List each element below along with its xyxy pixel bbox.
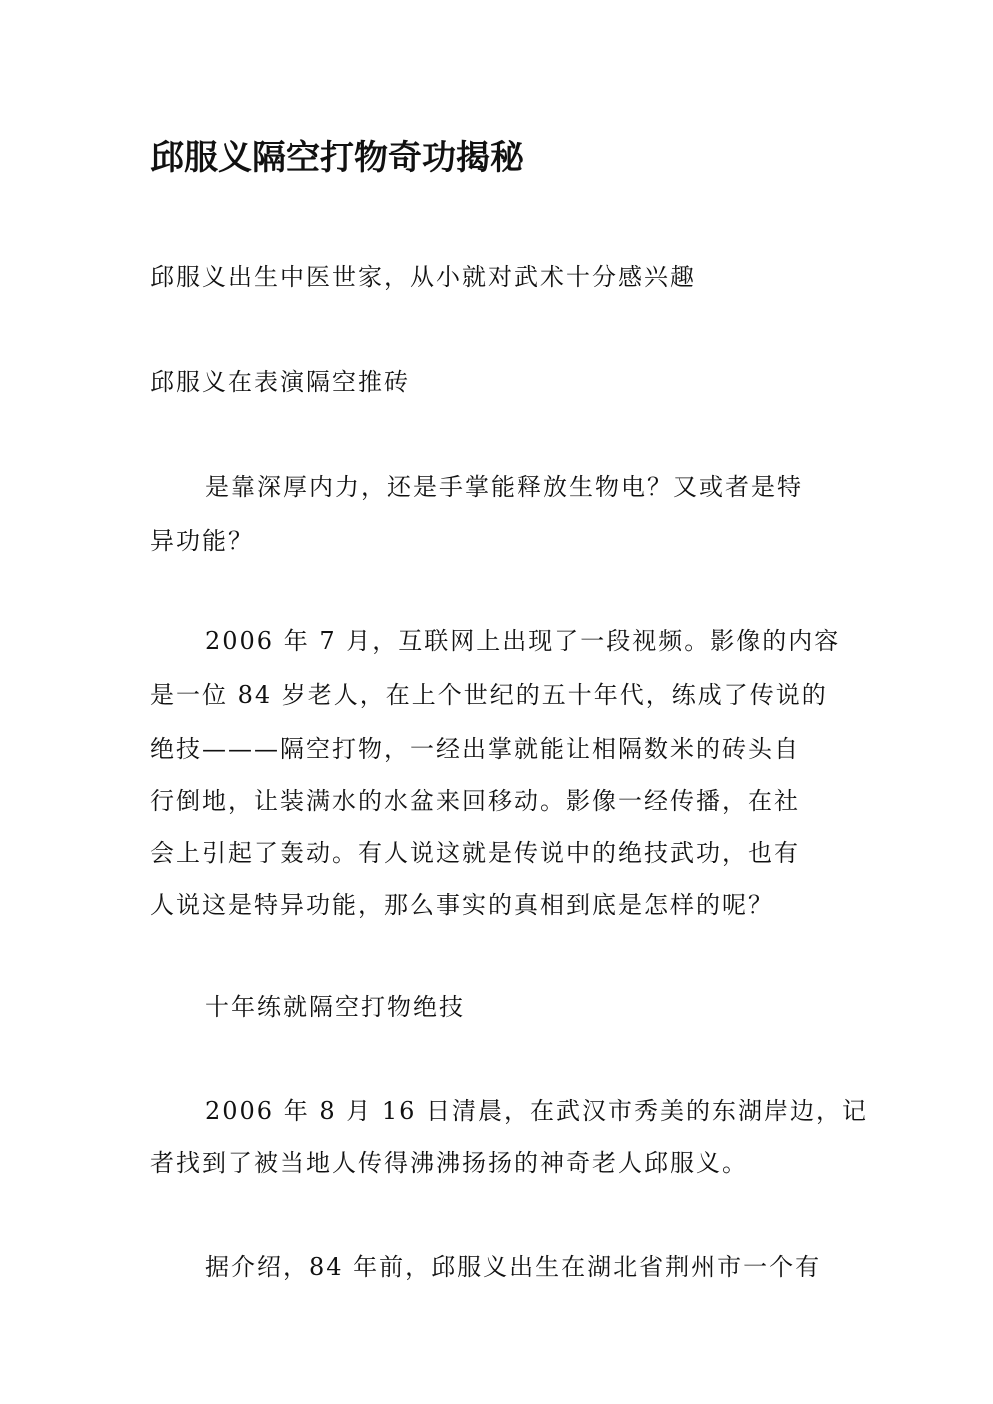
paragraph-1-line-1: 是靠深厚内力，还是手掌能释放生物电？又或者是特 — [205, 473, 803, 501]
paragraph-1-line-2: 异功能？ — [150, 527, 254, 555]
paragraph-2-line-2: 是一位 84 岁老人，在上个世纪的五十年代，练成了传说的 — [150, 681, 828, 709]
section-subheading: 十年练就隔空打物绝技 — [205, 993, 465, 1021]
photo-caption-1: 邱服义出生中医世家，从小就对武术十分感兴趣 — [150, 263, 696, 291]
paragraph-2-line-6: 人说这是特异功能，那么事实的真相到底是怎样的呢？ — [150, 891, 774, 919]
paragraph-4-line-1: 据介绍，84 年前，邱服义出生在湖北省荆州市一个有 — [205, 1253, 822, 1281]
document-title: 邱服义隔空打物奇功揭秘 — [150, 138, 524, 178]
photo-caption-2: 邱服义在表演隔空推砖 — [150, 368, 410, 396]
paragraph-2-line-4: 行倒地，让装满水的水盆来回移动。影像一经传播，在社 — [150, 787, 800, 815]
paragraph-2-line-1: 2006 年 7 月，互联网上出现了一段视频。影像的内容 — [205, 627, 841, 655]
paragraph-3-line-1: 2006 年 8 月 16 日清晨，在武汉市秀美的东湖岸边，记 — [205, 1097, 869, 1125]
paragraph-3-line-2: 者找到了被当地人传得沸沸扬扬的神奇老人邱服义。 — [150, 1149, 748, 1177]
paragraph-2-line-5: 会上引起了轰动。有人说这就是传说中的绝技武功，也有 — [150, 839, 800, 867]
paragraph-2-line-3: 绝技———隔空打物，一经出掌就能让相隔数米的砖头自 — [150, 735, 800, 763]
